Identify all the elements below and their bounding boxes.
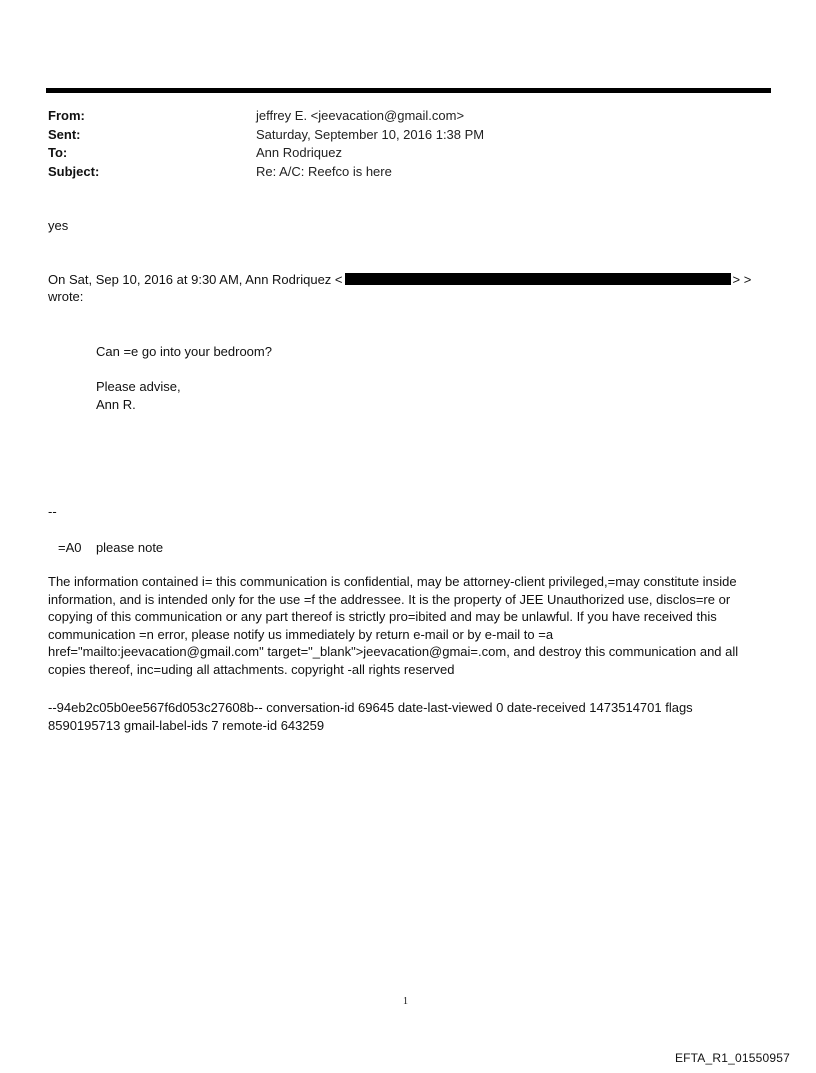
quote-intro <box>48 271 768 305</box>
reply-text: yes <box>48 218 69 233</box>
sent-label: Sent: <box>48 126 81 142</box>
quoted-line-1: Can =e go into your bedroom? <box>96 344 272 359</box>
quote-intro-prefix: On Sat, Sep 10, 2016 at 9:30 AM, Ann Rodriquez < <box>48 272 343 287</box>
email-header <box>48 107 484 181</box>
to-label: To: <box>48 145 68 160</box>
message-trailer: --94eb2c05b0ee567f6d053c27608b-- conversation-id 69645 date-last-viewed 0 date-received 1473514701 flags 8590195713 gmail-label-ids 7 remote-id 643259 <box>48 700 693 733</box>
from-label: From: <box>48 108 85 123</box>
quote-intro-line1 <box>48 271 768 288</box>
to-value: Ann Rodriquez <box>256 145 342 160</box>
subject-label: Subject: <box>48 163 100 179</box>
from-value: jeffrey E. <jeevacation@gmail.com> <box>256 108 465 123</box>
quote-intro-suffix: > > <box>732 272 752 287</box>
subject-value: Re: A/C: Reefco is here <box>256 163 392 179</box>
quote-intro-line2: wrote: <box>48 289 84 304</box>
redaction-bar <box>345 273 731 285</box>
sent-value: Saturday, September 10, 2016 1:38 PM <box>256 126 485 142</box>
page-number: 1 <box>403 996 408 1007</box>
from-row <box>48 107 484 126</box>
subject-row <box>48 163 484 182</box>
bates-stamp: EFTA_R1_01550957 <box>674 1051 790 1065</box>
confidentiality-disclaimer: The information contained i= this communication is confidential, may be attorney-client privileged,=may constitute inside information, and is intended only for the use =f the addressee. It is the property of JEE Unauthorized use, disclos=re or copying of this communication or any part thereof is strictly pro=ibited and may be unlawful. If you have received this communication =n error, please notify us immediately by return e-mail or by e-mail to =a href="mailto:jeevacation@gmail.com" target="_blank">jeevacation@gmai=.com, and destroy this communication and all copies thereof, inc=uding all attachments. copyright -all rights reserved <box>48 574 739 677</box>
to-row <box>48 144 484 163</box>
header-divider <box>46 88 771 93</box>
quoted-line-3: Ann R. <box>96 397 136 412</box>
sent-row <box>48 126 484 145</box>
please-note: =A0 please note <box>58 540 164 555</box>
quoted-line-2: Please advise, <box>96 379 181 394</box>
signature-separator: -- <box>48 504 57 519</box>
